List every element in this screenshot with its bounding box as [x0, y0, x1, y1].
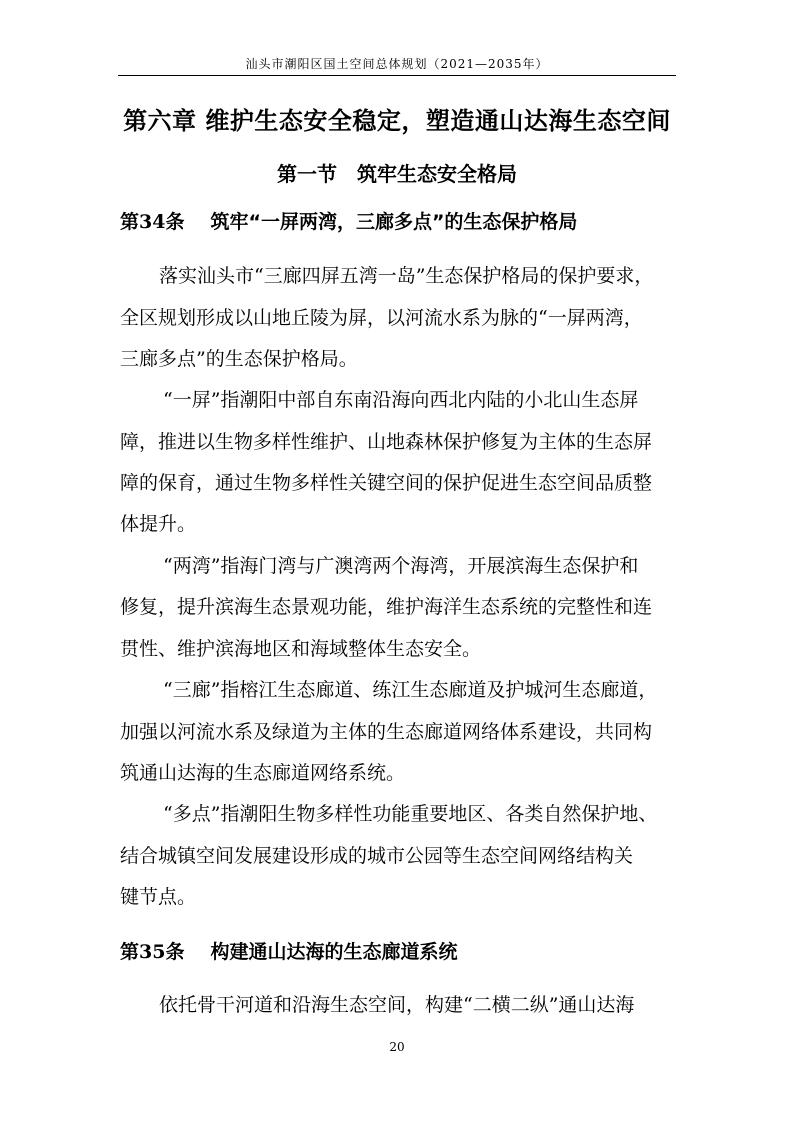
page-number: 20 [389, 1040, 405, 1054]
body-line: 全区规划形成以山地丘陵为屏，以河流水系为脉的“一屏两湾， [120, 307, 643, 329]
article-34-number: 第34条 [120, 211, 185, 233]
article-35-number: 第35条 [120, 941, 185, 963]
body-line: “两湾”指海门湾与广澳湾两个海湾，开展滨海生态保护和 [163, 555, 639, 577]
header-divider [118, 75, 676, 76]
body-line: 加强以河流水系及绿道为主体的生态廊道网络体系建设，共同构 [120, 721, 653, 743]
body-line: 修复，提升滨海生态景观功能，维护海洋生态系统的完整性和连 [120, 596, 653, 618]
body-line: 依托骨干河道和沿海生态空间，构建“二横二纵”通山达海 [159, 994, 635, 1016]
article-35-heading [120, 937, 457, 964]
body-line: “多点”指潮阳生物多样性功能重要地区、各类自然保护地、 [163, 803, 658, 825]
body-line: “一屏”指潮阳中部自东南沿海向西北内陆的小北山生态屏 [163, 389, 639, 411]
section-title: 第一节 筑牢生态安全格局 [277, 162, 517, 186]
body-line: 三廊多点”的生态保护格局。 [120, 348, 358, 370]
article-34-title: 筑牢“一屏两湾，三廊多点”的生态保护格局 [210, 211, 578, 233]
body-line: 障，推进以生物多样性维护、山地森林保护修复为主体的生态屏 [120, 431, 653, 453]
body-line: 结合城镇空间发展建设形成的城市公园等生态空间网络结构关 [120, 845, 634, 867]
body-line: 键节点。 [120, 886, 197, 908]
body-line: 体提升。 [120, 513, 197, 535]
body-line: 筑通山达海的生态廊道网络系统。 [120, 762, 406, 784]
body-line: 落实汕头市“三廊四屏五湾一岛”生态保护格局的保护要求， [159, 265, 654, 287]
article-35-title: 构建通山达海的生态廊道系统 [210, 941, 458, 963]
body-line: 障的保育，通过生物多样性关键空间的保护促进生态空间品质整 [120, 472, 653, 494]
article-34-heading [120, 207, 577, 234]
running-header: 汕头市潮阳区国土空间总体规划（2021—2035年） [245, 57, 549, 71]
chapter-title: 第六章 维护生态安全稳定，塑造通山达海生态空间 [123, 107, 671, 135]
body-line: “三廊”指榕江生态廊道、练江生态廊道及护城河生态廊道， [163, 679, 658, 701]
body-line: 贯性、维护滨海地区和海域整体生态安全。 [120, 638, 482, 660]
